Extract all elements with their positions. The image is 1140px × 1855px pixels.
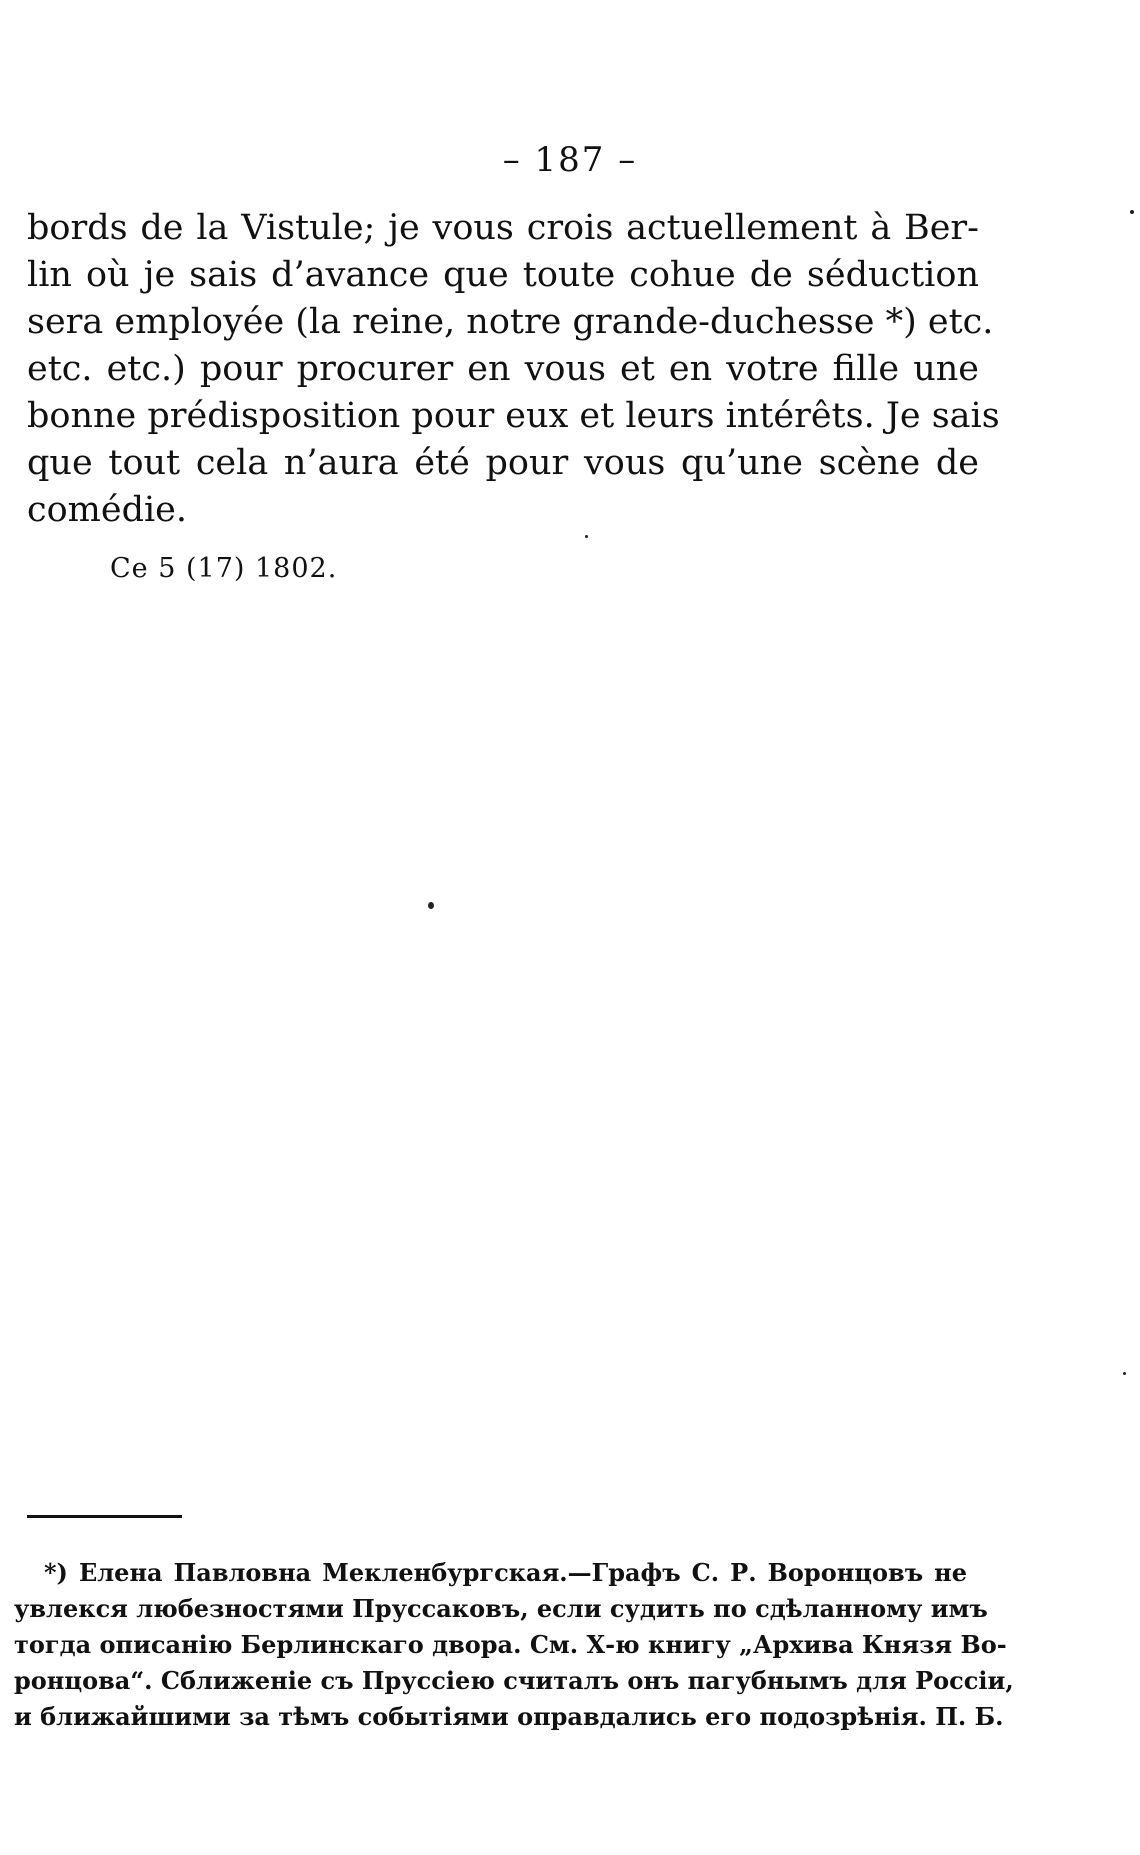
footnote-line: *) Елена Павловна Мекленбургская.—Графъ С. Р. Воронцовъ не	[44, 1558, 967, 1587]
text-line: bonne prédisposition pour eux et leurs intérêts. Je sais	[27, 396, 1000, 436]
ink-speck	[1123, 1372, 1126, 1375]
text-line: sera employée (la reine, notre grande-duchesse *) etc.	[27, 302, 994, 342]
main-text	[27, 205, 1000, 534]
text-line: comédie.	[27, 490, 188, 530]
ink-speck	[428, 902, 434, 909]
footnote	[14, 1555, 1014, 1735]
footnote-line: и ближайшими за тѣмъ событіями оправдались его подозрѣнія. П. Б.	[14, 1702, 1004, 1731]
footnote-rule	[27, 1515, 182, 1518]
footnote-line: тогда описанію Берлинскаго двора. См. Х-ю книгу „Архива Князя Во-	[14, 1630, 1007, 1659]
text-line: etc. etc.) pour procurer en vous et en votre fille une	[27, 349, 979, 389]
ink-speck	[585, 535, 588, 538]
text-line: que tout cela n’aura été pour vous qu’une scène de	[27, 443, 979, 483]
text-line: bords de la Vistule; je vous crois actuellement à Ber-	[27, 208, 979, 248]
dateline: Ce 5 (17) 1802.	[110, 553, 338, 584]
page-number: – 187 –	[502, 140, 638, 180]
footnote-line: увлекся любезностями Пруссаковъ, если судить по сдѣланному имъ	[14, 1594, 988, 1623]
footnote-line: ронцова“. Сближеніе съ Пруссіею считалъ онъ пагубнымъ для Россіи,	[14, 1666, 1014, 1695]
text-line: lin où je sais d’avance que toute cohue de séduction	[27, 255, 979, 295]
ink-speck	[1130, 210, 1134, 214]
